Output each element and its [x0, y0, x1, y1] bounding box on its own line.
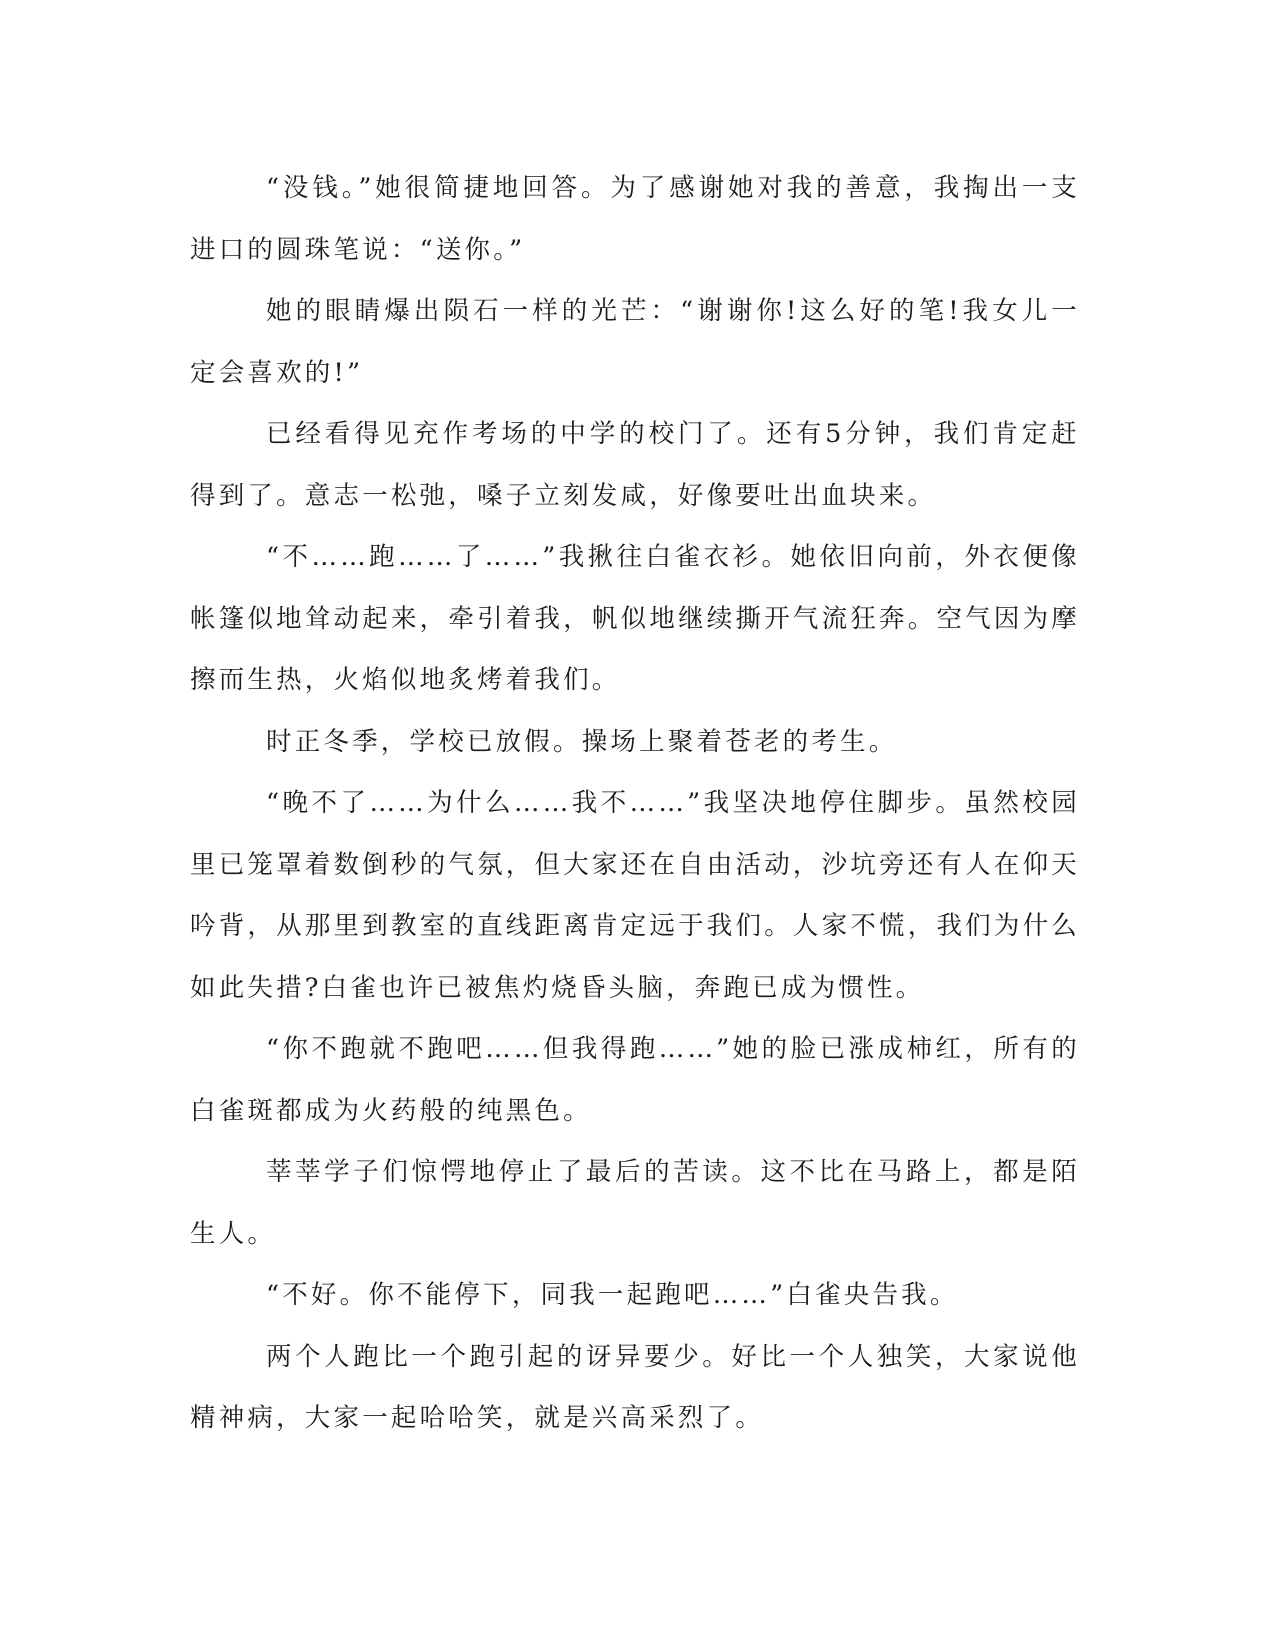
paragraph-9: “不好。你不能停下，同我一起跑吧……”白雀央告我。: [266, 1280, 959, 1310]
paragraph-4: “不……跑……了……”我揪往白雀衣衫。她依旧向前，外衣便像帐篷似地耸动起来，牵引着我，帆似地继续撕开气流狂奔。空气因为摩擦而生热，火焰似地炙烤着我们。: [190, 542, 1080, 695]
paragraph-5: 时正冬季，学校已放假。操场上聚着苍老的考生。: [266, 726, 898, 757]
paragraph-1: “没钱。”她很简捷地回答。为了感谢她对我的善意，我掏出一支进口的圆珠笔说：“送你。”: [190, 173, 1080, 265]
paragraph-7: “你不跑就不跑吧……但我得跑……”她的脸已涨成柿红，所有的白雀斑都成为火药般的纯黑色。: [190, 1034, 1080, 1126]
document-body: [190, 158, 1080, 1450]
paragraph-2: 她的眼睛爆出陨石一样的光芒：“谢谢你!这么好的笔!我女儿一定会喜欢的!”: [190, 296, 1080, 388]
paragraph-10: 两个人跑比一个跑引起的讶异要少。好比一个人独笑，大家说他精神病，大家一起哈哈笑，就是兴高采烈了。: [190, 1341, 1080, 1433]
paragraph-8: 莘莘学子们惊愕地停止了最后的苦读。这不比在马路上，都是陌生人。: [190, 1157, 1080, 1249]
paragraph-6: “晚不了……为什么……我不……”我坚决地停住脚步。虽然校园里已笼罩着数倒秒的气氛，但大家还在自由活动，沙坑旁还有人在仰天吟背，从那里到教室的直线距离肯定远于我们。人家不慌，我们为什么如此失措?白雀也许已被焦灼烧昏头脑，奔跑已成为惯性。: [190, 788, 1080, 1003]
paragraph-3: 已经看得见充作考场的中学的校门了。还有5分钟，我们肯定赶得到了。意志一松弛，嗓子立刻发咸，好像要吐出血块来。: [190, 419, 1080, 511]
